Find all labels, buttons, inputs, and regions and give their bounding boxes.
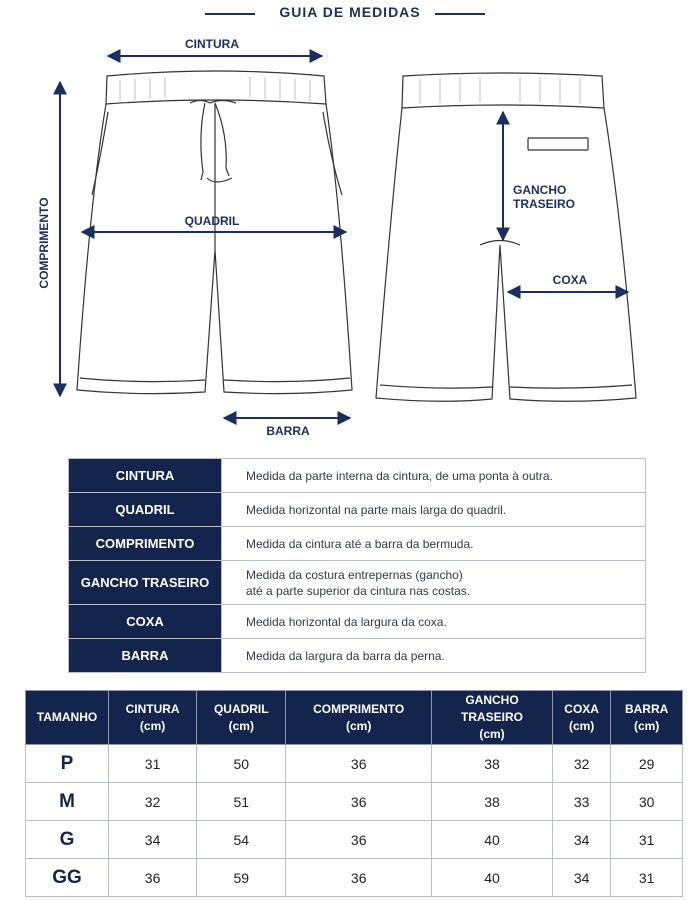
size-cell: GG (26, 859, 109, 897)
table-cell: 54 (197, 821, 286, 859)
table-row (26, 821, 683, 859)
table-cell: 31 (611, 859, 683, 897)
table-cell: 51 (197, 783, 286, 821)
header-coxa: COXA (cm) (553, 691, 611, 745)
table-cell: 36 (286, 821, 432, 859)
table-row (26, 859, 683, 897)
definition-row (69, 493, 646, 527)
page-title: GUIA DE MEDIDAS (279, 4, 421, 20)
definition-description: Medida da parte interna da cintura, de uma ponta à outra. (222, 459, 646, 493)
table-cell: 38 (432, 783, 553, 821)
definition-description: Medida da largura da barra da perna. (222, 639, 646, 673)
table-row (26, 745, 683, 783)
gancho-label-line1: GANCHO (513, 183, 567, 197)
size-cell: M (26, 783, 109, 821)
table-cell: 31 (611, 821, 683, 859)
definition-row (69, 605, 646, 639)
table-cell: 36 (286, 745, 432, 783)
table-cell: 36 (109, 859, 197, 897)
cintura-label: CINTURA (185, 37, 239, 51)
definition-term: QUADRIL (69, 493, 222, 527)
table-cell: 31 (109, 745, 197, 783)
definition-term: GANCHO TRASEIRO (69, 561, 222, 605)
table-cell: 34 (109, 821, 197, 859)
table-cell: 59 (197, 859, 286, 897)
definition-term: CINTURA (69, 459, 222, 493)
definition-term: COXA (69, 605, 222, 639)
measurement-definitions-table (68, 458, 646, 673)
definition-row (69, 459, 646, 493)
table-row (26, 783, 683, 821)
header-gancho-traseiro: GANCHO TRASEIRO (cm) (432, 691, 553, 745)
definition-description: Medida da cintura até a barra da bermuda. (222, 527, 646, 561)
quadril-label: QUADRIL (184, 214, 240, 228)
header-barra: BARRA (cm) (611, 691, 683, 745)
size-chart-table (25, 690, 683, 897)
table-cell: 29 (611, 745, 683, 783)
table-cell: 33 (553, 783, 611, 821)
barra-label: BARRA (266, 424, 310, 438)
table-cell: 34 (553, 859, 611, 897)
back-shorts-drawing (376, 73, 636, 401)
table-cell: 32 (553, 745, 611, 783)
definition-description: Medida horizontal na parte mais larga do quadril. (222, 493, 646, 527)
table-cell: 40 (432, 859, 553, 897)
table-cell: 40 (432, 821, 553, 859)
definition-term: COMPRIMENTO (69, 527, 222, 561)
table-cell: 32 (109, 783, 197, 821)
definition-description: Medida horizontal da largura da coxa. (222, 605, 646, 639)
header-quadril: QUADRIL (cm) (197, 691, 286, 745)
definition-row (69, 527, 646, 561)
header-comprimento: COMPRIMENTO (cm) (286, 691, 432, 745)
table-cell: 30 (611, 783, 683, 821)
table-cell: 36 (286, 783, 432, 821)
table-cell: 38 (432, 745, 553, 783)
size-cell: G (26, 821, 109, 859)
coxa-label: COXA (552, 273, 588, 287)
size-cell: P (26, 745, 109, 783)
definition-description: Medida da costura entrepernas (gancho) até a parte superior da cintura nas costas. (222, 561, 646, 605)
table-cell: 36 (286, 859, 432, 897)
size-table-header-row (26, 691, 683, 745)
header-cintura: CINTURA (cm) (109, 691, 197, 745)
comprimento-label: COMPRIMENTO (37, 197, 51, 289)
table-cell: 34 (553, 821, 611, 859)
definition-row (69, 639, 646, 673)
definition-row (69, 561, 646, 605)
header-tamanho: TAMANHO (26, 691, 109, 745)
gancho-label-line2: TRASEIRO (513, 197, 576, 211)
table-cell: 50 (197, 745, 286, 783)
definition-term: BARRA (69, 639, 222, 673)
